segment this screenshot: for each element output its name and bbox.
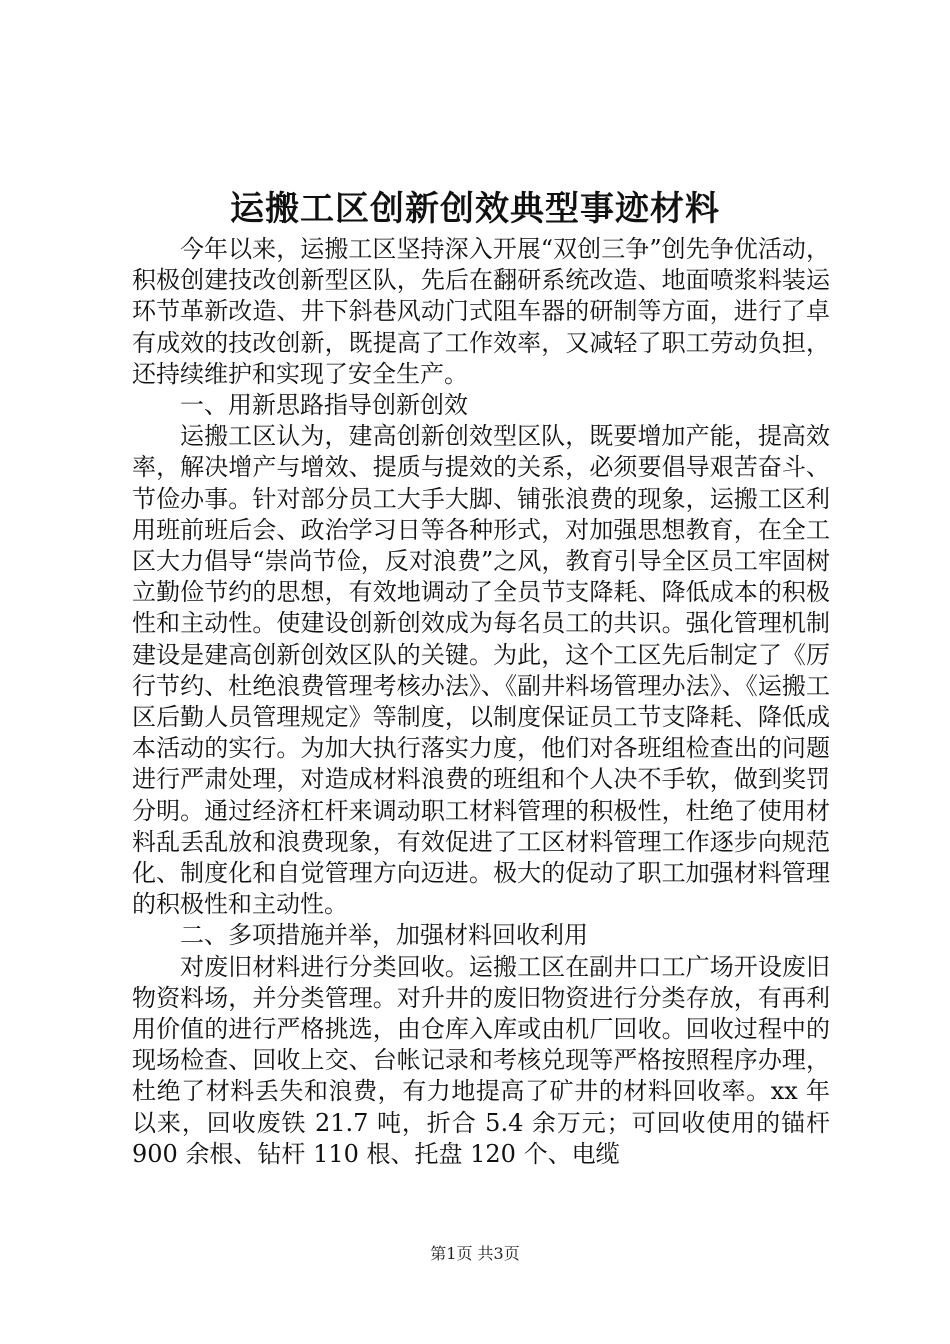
page-number-footer: 第1页 共3页 <box>430 1244 520 1263</box>
paragraph-section-1: 运搬工区认为，建高创新创效型区队，既要增加产能，提高效率，解决增产与增效、提质与提效的关系，必须要倡导艰苦奋斗、节俭办事。针对部分员工大手大脚、铺张浪费的现象，运搬工区利用班前班后会、政治学习日等各种形式，对加强思想教育，在全工区大力倡导“崇尚节俭，反对浪费”之风，教育引导全区员工牢固树立勤俭节约的思想，有效地调动了全员节支降耗、降低成本的积极性和主动性。使建设创新创效成为每名员工的共识。强化管理机制建设是建高创新创效区队的关键。为此，这个工区先后制定了《厉行节约、杜绝浪费管理考核办法》、《副井料场管理办法》、《运搬工区后勤人员管理规定》等制度，以制度保证员工节支降耗、降低成本活动的实行。为加大执行落实力度，他们对各班组检查出的问题进行严肃处理，对造成材料浪费的班组和个人决不手软，做到奖罚分明。通过经济杠杆来调动职工材料管理的积极性，杜绝了使用材料乱丢乱放和浪费现象，有效促进了工区材料管理工作逐步向规范化、制度化和自觉管理方向迈进。极大的促动了职工加强材料管理的积极性和主动性。 <box>132 422 830 919</box>
section-heading-1: 一、用新思路指导创新创效 <box>180 391 468 420</box>
document-title: 运搬工区创新创效典型事迹材料 <box>230 189 720 229</box>
paragraph-section-2: 对废旧材料进行分类回收。运搬工区在副井口工广场开设废旧物资料场，并分类管理。对升井的废旧物资进行分类存放，有再利用价值的进行严格挑选，由仓库入库或由机厂回收。回收过程中的现场检查、回收上交、台帐记录和考核兑现等严格按照程序办理，杜绝了材料丢失和浪费，有力地提高了矿井的材料回收率。xx 年以来，回收废铁 21.7 吨，折合 5.4 余万元；可回收使用的锚杆 900 余根、钻杆 110 根、托盘 120 个、电缆 <box>132 952 830 1168</box>
document-body <box>132 234 830 1170</box>
section-heading-2: 二、多项措施并举，加强材料回收利用 <box>180 921 588 950</box>
paragraph-intro: 今年以来，运搬工区坚持深入开展“双创三争”创先争优活动，积极创建技改创新型区队，先后在翻研系统改造、地面喷浆料装运环节革新改造、井下斜巷风动门式阻车器的研制等方面，进行了卓有成效的技改创新，既提高了工作效率，又减轻了职工劳动负担，还持续维护和实现了安全生产。 <box>132 235 830 388</box>
